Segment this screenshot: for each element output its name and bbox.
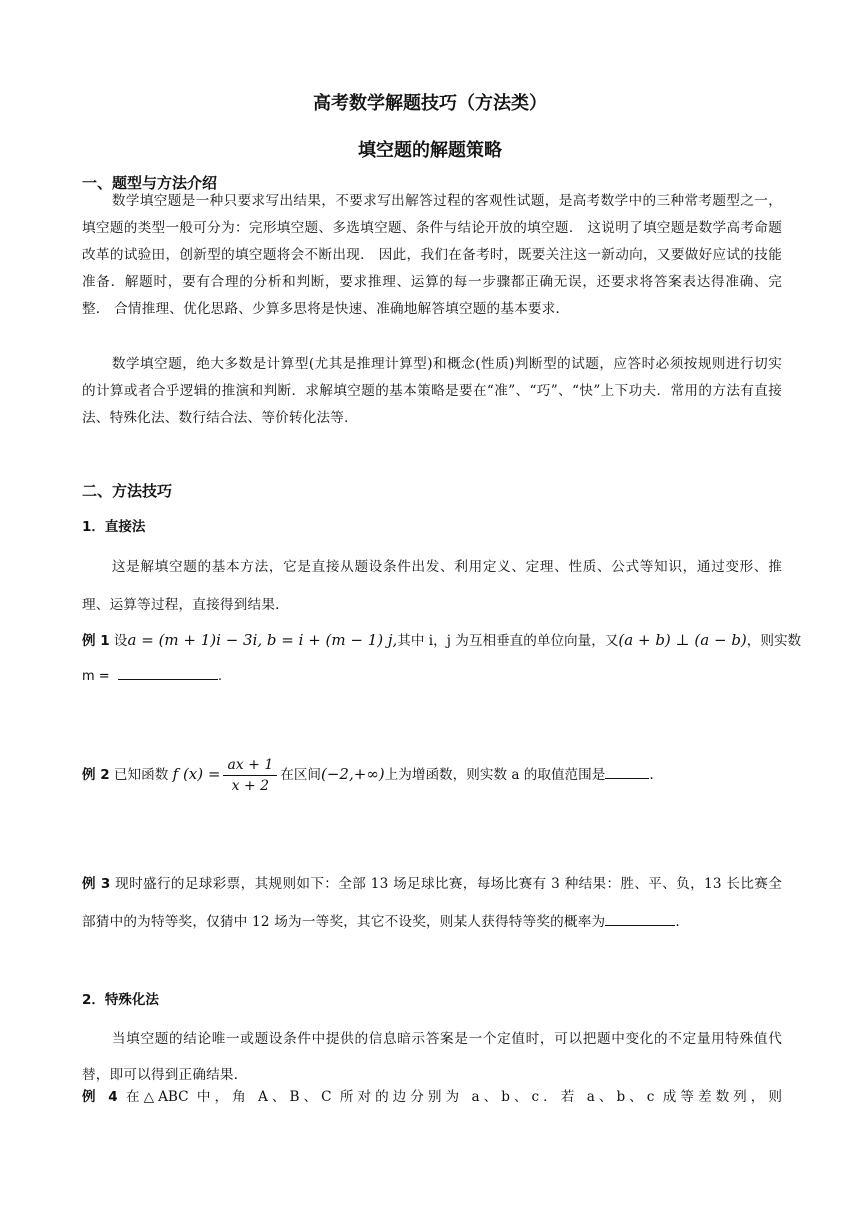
example-4-line <box>82 1087 782 1107</box>
example-1-line-1 <box>82 630 802 651</box>
example-1-text-a: 设 <box>113 633 128 649</box>
section-heading-methods: 二、方法技巧 <box>82 482 173 500</box>
example-4-text: 在△ABC 中，角 A、B、C 所对的边分别为 a、b、c．若 a、b、c 成等差数列，则 <box>125 1089 783 1105</box>
method-desc-special: 当填空题的结论唯一或题设条件中提供的信息暗示答案是一个定值时，可以把题中变化的不定量用特殊值代替，即可以得到正确结果． <box>82 1031 782 1083</box>
example-3-text: 现时盛行的足球彩票，其规则如下：全部 13 场足球比赛，每场比赛有 3 种结果：胜、平、负，13 长比赛全部猜中的为特等奖，仅猜中 12 场为一等奖，其它不设奖，则某人获得特等奖的概率为 <box>82 876 782 930</box>
intro-paragraph-1: 数学填空题是一种只要求写出结果，不要求写出解答过程的客观性试题，是高考数学中的三种常考题型之一，填空题的类型一般可分为：完形填空题、多选填空题、条件与结论开放的填空题． 这说明了填空题是数学高考命题改革的试验田，创新型的填空题将会不断出现． 因此，我们在备考时，既要关注这一新动向，又要做好应试的技能准备．解题时，要有合理的分析和判断，要求推理、运算的每一步骤都正确无误，还要求将答案表达得准确、完整． 合情推理、优化思路、少算多思将是快速、准确地解答填空题的基本要求． <box>82 193 782 317</box>
method-heading-direct: 1．直接法 <box>82 519 146 535</box>
example-1-math-vectors: a = (m + 1)i − 3i, b = i + (m − 1) j, <box>127 631 398 649</box>
method-heading-special: 2．特殊化法 <box>82 992 159 1008</box>
example-1-text-c: ，则实数 <box>746 633 802 649</box>
example-1-answer-blank[interactable] <box>118 665 218 680</box>
example-3-label: 例 3 <box>82 876 111 892</box>
example-2-label: 例 2 <box>82 767 110 783</box>
example-1-period: . <box>217 669 222 684</box>
example-1-line-2 <box>82 665 782 687</box>
example-2-text-a: 已知函数 <box>113 767 169 783</box>
document-title: 高考数学解题技巧（方法类） <box>313 93 547 114</box>
example-2-text-b: 在区间 <box>280 767 322 783</box>
example-2-fraction <box>223 755 277 796</box>
example-4-label: 例 4 <box>82 1089 118 1105</box>
method-desc-direct: 这是解填空题的基本方法，它是直接从题设条件出发、利用定义、定理、性质、公式等知识，通过变形、推理、运算等过程，直接得到结果． <box>82 559 782 613</box>
example-1-label: 例 1 <box>82 633 110 649</box>
example-2-answer-blank[interactable] <box>605 764 649 779</box>
example-2-numerator: ax + 1 <box>223 755 277 776</box>
document-subtitle: 填空题的解题策略 <box>358 140 502 161</box>
example-1-text-b: 其中 i，j 为互相垂直的单位向量，又 <box>397 633 619 649</box>
example-2-period: . <box>649 767 654 783</box>
example-2-text-c: 上为增函数，则实数 a 的取值范围是 <box>384 767 606 783</box>
example-3-period: . <box>675 914 680 930</box>
section-heading-intro: 一、题型与方法介绍 <box>82 174 218 192</box>
example-2-line <box>82 752 782 797</box>
example-1-text-m: m = <box>82 669 110 684</box>
example-3-answer-blank[interactable] <box>605 911 675 926</box>
example-1-math-perp: (a + b) ⊥ (a − b) <box>618 631 747 649</box>
example-3-paragraph <box>82 865 782 941</box>
intro-paragraph-2: 数学填空题，绝大多数是计算型(尤其是推理计算型)和概念(性质)判断型的试题，应答时必须按规则进行切实的计算或者合乎逻辑的推演和判断．求解填空题的基本策略是要在“准”、“巧”、“快”上下功夫．常用的方法有直接法、特殊化法、数行结合法、等价转化法等． <box>82 356 782 426</box>
example-2-function: f (x) = <box>172 765 221 783</box>
example-2-interval: (−2,+∞) <box>321 765 385 783</box>
example-2-denominator: x + 2 <box>231 778 270 794</box>
